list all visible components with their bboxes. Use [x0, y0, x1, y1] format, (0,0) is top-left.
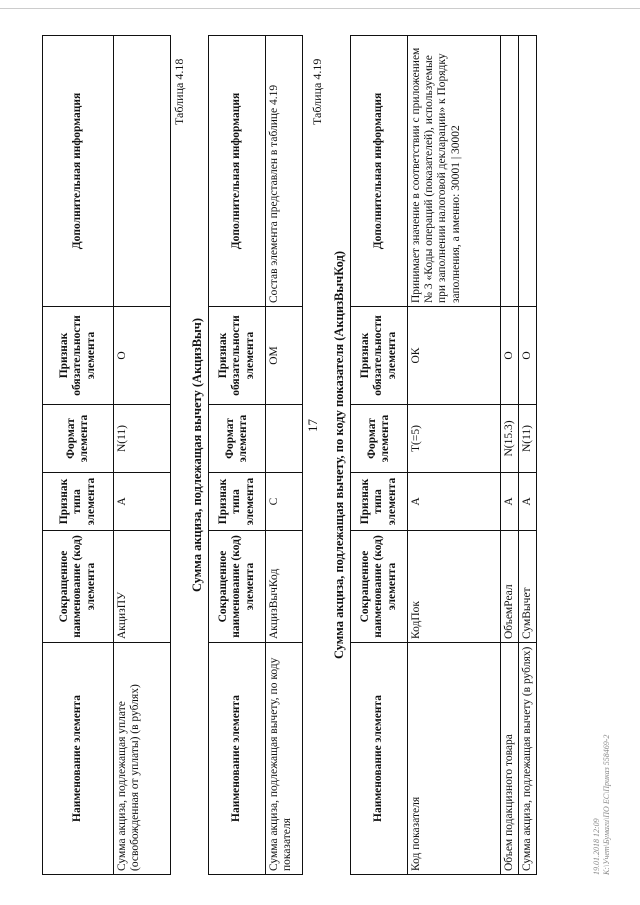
cell-type: С	[266, 473, 303, 531]
cell-code: АкцизВычКод	[266, 531, 303, 643]
header-required: Признак обязательности элемента	[351, 307, 408, 405]
page-number: 17	[305, 419, 320, 432]
table-row	[519, 36, 537, 875]
cell-type: А	[114, 473, 171, 531]
table-title-4-18: Сумма акциза, подлежащая вычету (АкцизВыч)	[190, 317, 204, 593]
cell-code: ОбъемРеал	[501, 531, 519, 643]
cell-format: T(=5)	[408, 405, 501, 473]
cell-type: А	[519, 473, 537, 531]
cell-name: Сумма акциза, подлежащая вычету (в рублях)	[519, 643, 537, 875]
cell-info: Состав элемента представлен в таблице 4.19	[266, 36, 303, 307]
cell-name: Код показателя	[408, 643, 501, 875]
cell-info	[519, 36, 537, 307]
header-format: Формат элемента	[43, 405, 114, 473]
table-row	[501, 36, 519, 875]
header-name: Наименование элемента	[351, 643, 408, 875]
header-code: Сокращенное наименование (код) элемента	[43, 531, 114, 643]
header-format: Формат элемента	[351, 405, 408, 473]
cell-info: Принимает значение в соответствии с приложением № 3 «Коды операций (показателей), используемые при заполнении налоговой декларации» к Порядку заполнения, а именно: 30001 | 30002	[408, 36, 501, 307]
table-caption-4-18: Таблица 4.18	[172, 58, 186, 125]
table-row	[408, 36, 501, 875]
cell-code: АкцизПУ	[114, 531, 171, 643]
cell-info	[114, 36, 171, 307]
cell-format: N(11)	[519, 405, 537, 473]
table-row	[114, 36, 171, 875]
header-required: Признак обязательности элемента	[43, 307, 114, 405]
header-code: Сокращенное наименование (код) элемента	[351, 531, 408, 643]
cell-required: ОМ	[266, 307, 303, 405]
cell-required: О	[114, 307, 171, 405]
stamp-date: 19.01.2018 12:09	[592, 818, 601, 875]
cell-format	[266, 405, 303, 473]
stamp-path: К:\Учет\Бумаги\ПО ЕС\Приказ 558469-2	[601, 734, 611, 875]
header-code: Сокращенное наименование (код) элемента	[209, 531, 266, 643]
cell-code: КодПок	[408, 531, 501, 643]
table-row	[266, 36, 303, 875]
cell-format: N(11)	[114, 405, 171, 473]
file-stamp	[592, 735, 611, 875]
cell-type: А	[501, 473, 519, 531]
cell-format: N(15.3)	[501, 405, 519, 473]
header-info: Дополнительная информация	[351, 36, 408, 307]
cell-code: СумВычет	[519, 531, 537, 643]
cell-name: Сумма акциза, подлежащая уплате (освобожденная от уплаты) (в рублях)	[114, 643, 171, 875]
cell-required: О	[501, 307, 519, 405]
header-type: Признак типа элемента	[209, 473, 266, 531]
header-info: Дополнительная информация	[209, 36, 266, 307]
cell-type: А	[408, 473, 501, 531]
table-header-row	[351, 36, 408, 875]
cell-required: ОК	[408, 307, 501, 405]
table-header-row	[43, 36, 114, 875]
header-type: Признак типа элемента	[351, 473, 408, 531]
table-title-4-19: Сумма акциза, подлежащая вычету, по коду показателя (АкцизВычКод)	[332, 250, 346, 660]
cell-name: Объем подакцизного товара	[501, 643, 519, 875]
header-format: Формат элемента	[209, 405, 266, 473]
cell-info	[501, 36, 519, 307]
header-info: Дополнительная информация	[43, 36, 114, 307]
header-name: Наименование элемента	[43, 643, 114, 875]
table-caption-4-19: Таблица 4.19	[310, 58, 324, 125]
table-excise-payable	[42, 35, 171, 875]
cell-required: О	[519, 307, 537, 405]
table-excise-deductible-by-code	[350, 35, 537, 875]
cell-name: Сумма акциза, подлежащая вычету, по коду показателя	[266, 643, 303, 875]
table-header-row	[209, 36, 266, 875]
header-name: Наименование элемента	[209, 643, 266, 875]
table-excise-deductible	[208, 35, 303, 875]
header-type: Признак типа элемента	[43, 473, 114, 531]
header-required: Признак обязательности элемента	[209, 307, 266, 405]
